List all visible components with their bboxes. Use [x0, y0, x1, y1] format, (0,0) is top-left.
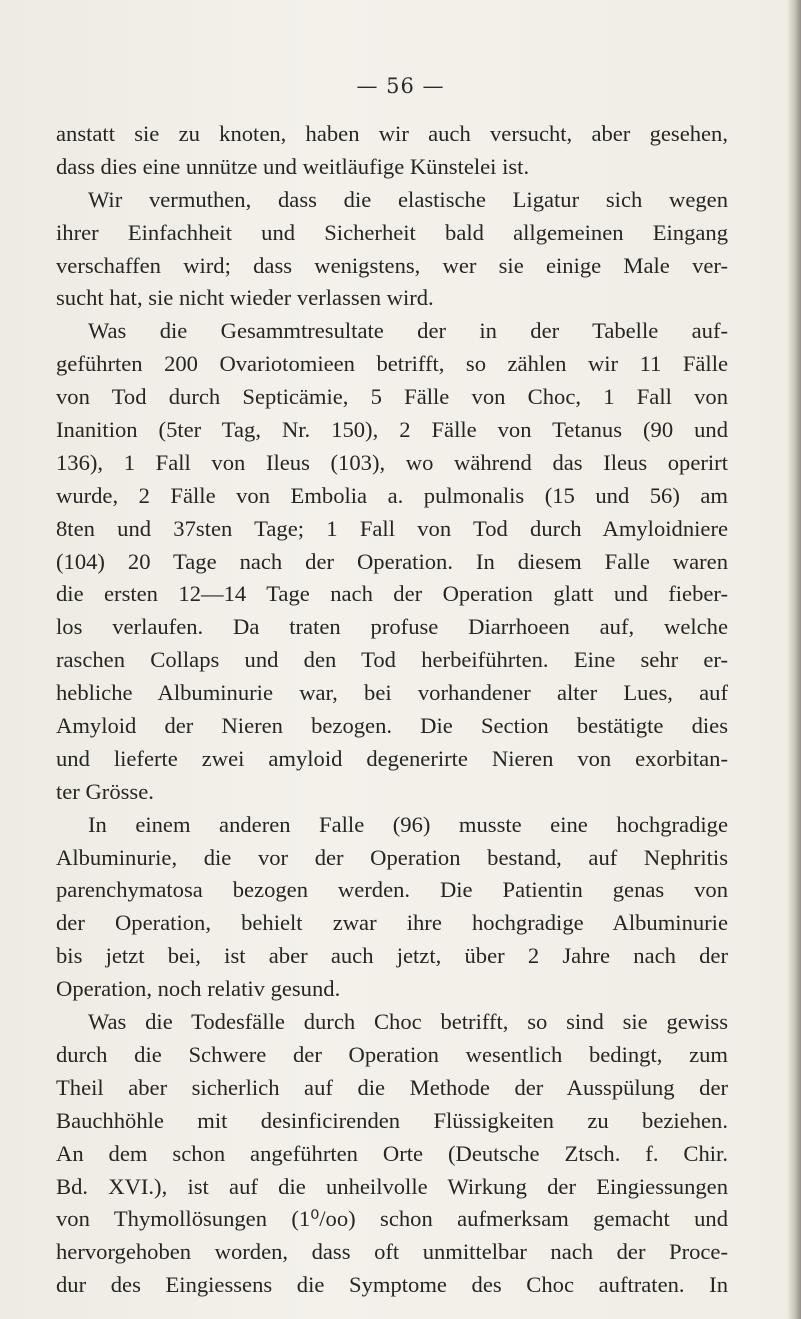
text-line: Was die Todesfälle durch Choc betrifft, so sind sie gewiss [88, 1009, 728, 1035]
text-line: parenchymatosa bezogen werden. Die Patientin genas von [56, 877, 728, 903]
text-line: Bauchhöhle mit desinficirenden Flüssigkeiten zu beziehen. [56, 1107, 728, 1133]
text-line: Bd. XVI.), ist auf die unheilvolle Wirkung der Eingiessungen [56, 1173, 728, 1199]
text-line: geführten 200 Ovariotomieen betrifft, so zählen wir 11 Fälle [56, 351, 728, 377]
text-line: und lieferte zwei amyloid degenerirte Nieren von exorbitan- [56, 745, 728, 771]
text-line: von Tod durch Septicämie, 5 Fälle von Choc, 1 Fall von [56, 384, 728, 410]
text-line: durch die Schwere der Operation wesentlich bedingt, zum [56, 1041, 728, 1067]
text-line: hervorgehoben worden, dass oft unmittelbar nach der Proce- [56, 1239, 728, 1265]
text-line: der Operation, behielt zwar ihre hochgradige Albuminurie [56, 910, 728, 936]
text-line: (104) 20 Tage nach der Operation. In diesem Falle waren [56, 548, 728, 574]
text-line: wurde, 2 Fälle von Embolia a. pulmonalis (15 und 56) am [56, 482, 728, 508]
text-line: raschen Collaps und den Tod herbeiführten. Eine sehr er- [56, 647, 728, 673]
text-line: anstatt sie zu knoten, haben wir auch versucht, aber gesehen, [56, 121, 728, 146]
text-line: dass dies eine unnütze und weitläufige Künstelei ist. [56, 153, 530, 179]
text-line: Wir vermuthen, dass die elastische Ligatur sich wegen [88, 186, 728, 212]
text-line: von Thymollösungen (1⁰/oo) schon aufmerksam gemacht und [56, 1206, 728, 1232]
text-line: sucht hat, sie nicht wieder verlassen wird. [56, 285, 434, 311]
text-line: Inanition (5ter Tag, Nr. 150), 2 Fälle von Tetanus (90 und [56, 417, 728, 443]
text-line: Was die Gesammtresultate der in der Tabelle auf- [88, 318, 728, 344]
text-line: Amyloid der Nieren bezogen. Die Section bestätigte dies [56, 713, 728, 739]
text-line: ter Grösse. [56, 778, 154, 804]
text-line: 8ten und 37sten Tage; 1 Fall von Tod durch Amyloidniere [56, 515, 728, 541]
text-line: los verlaufen. Da traten profuse Diarrhoeen auf, welche [56, 614, 728, 640]
page-edge-shadow [787, 0, 801, 1319]
text-line: Operation, noch relativ gesund. [56, 976, 341, 1002]
text-line: die ersten 12—14 Tage nach der Operation glatt und fieber- [56, 581, 728, 607]
text-line: bis jetzt bei, ist aber auch jetzt, über 2 Jahre nach der [56, 943, 728, 969]
text-line: In einem anderen Falle (96) musste eine hochgradige [88, 811, 728, 837]
text-line: 136), 1 Fall von Ileus (103), wo während das Ileus operirt [56, 449, 728, 475]
text-line: ihrer Einfachheit und Sicherheit bald allgemeinen Eingang [56, 219, 728, 245]
text-line: hebliche Albuminurie war, bei vorhandener alter Lues, auf [56, 680, 728, 706]
body-text [56, 118, 728, 1302]
text-line: Theil aber sicherlich auf die Methode der Ausspülung der [56, 1074, 728, 1100]
text-line: dur des Eingiessens die Symptome des Choc auftraten. In [56, 1272, 728, 1298]
text-line: An dem schon angeführten Orte (Deutsche Ztsch. f. Chir. [56, 1140, 728, 1166]
text-line: verschaffen wird; dass wenigstens, wer sie einige Male ver- [56, 252, 728, 278]
text-line: Albuminurie, die vor der Operation bestand, auf Nephritis [56, 844, 728, 870]
page-number: — 56 — [356, 74, 445, 98]
